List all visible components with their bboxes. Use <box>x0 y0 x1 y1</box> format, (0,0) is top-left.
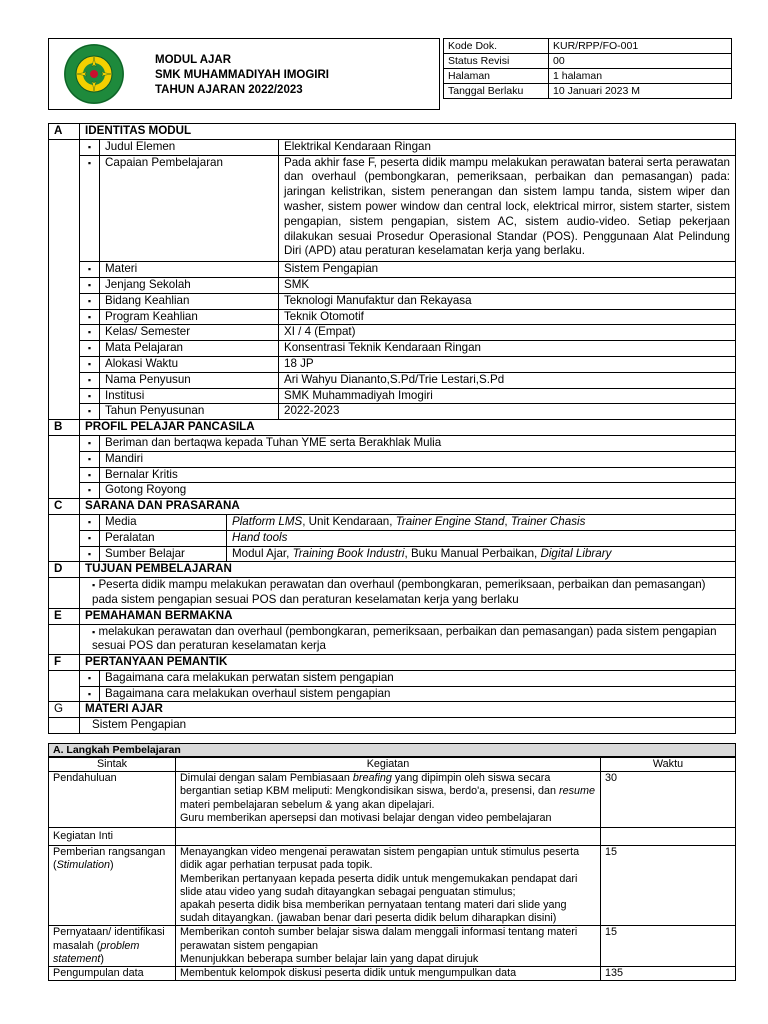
identity-row <box>49 372 736 388</box>
table-row <box>49 967 736 981</box>
document-info-table <box>443 38 732 99</box>
table-row <box>49 772 736 828</box>
section-title: SARANA DAN PRASARANA <box>80 499 736 515</box>
learning-steps-table <box>48 757 736 981</box>
section-spacer <box>49 670 80 702</box>
step-sintak: Pemberian rangsangan (Stimulation) <box>49 846 176 926</box>
section-spacer <box>49 624 80 655</box>
identity-label: Kelas/ Semester <box>100 325 279 341</box>
bullet-icon: ▪ <box>80 514 100 530</box>
identity-row <box>49 325 736 341</box>
identity-label: Tahun Penyusunan <box>100 404 279 420</box>
section-letter: D <box>49 562 80 578</box>
bullet-icon: ▪ <box>80 404 100 420</box>
doc-info-label: Halaman <box>444 69 549 84</box>
section-title: PERTANYAAN PEMANTIK <box>80 655 736 671</box>
step-waktu: 135 <box>601 967 736 981</box>
section-title: MATERI AJAR <box>80 702 736 718</box>
identity-value: XI / 4 (Empat) <box>279 325 736 341</box>
list-item <box>49 483 736 499</box>
bullet-icon: ▪ <box>80 262 100 278</box>
identity-row <box>49 309 736 325</box>
section-letter: C <box>49 499 80 515</box>
step-sintak: Pernyataan/ identifikasi masalah (problem statement) <box>49 926 176 967</box>
profile-item: Mandiri <box>100 451 736 467</box>
step-sintak: Kegiatan Inti <box>49 828 176 846</box>
section-letter: B <box>49 420 80 436</box>
learning-material: Sistem Pengapian <box>80 718 736 734</box>
facility-row <box>49 530 736 546</box>
section-spacer <box>49 139 80 419</box>
identity-value: Sistem Pengapian <box>279 262 736 278</box>
identity-label: Mata Pelajaran <box>100 341 279 357</box>
doc-info-value: 10 Januari 2023 M <box>549 84 732 99</box>
section-letter: G <box>49 702 80 718</box>
bullet-icon: ▪ <box>80 670 100 686</box>
identity-value: Pada akhir fase F, peserta didik mampu melakukan perawatan baterai serta perawatan dan overhaul (pembongkaran, pemeriksaan, perbaikan dan pemasangan) pada: jaringan kelistrikan, sistem penerangan dan sistem lampu tanda, sistem wiper dan washer, sistem power window dan central lock, elektrical mirror, sistem starter, sistem pengapian, sistem pengapian, sistem AC, sistem audio-video. Setiap pekerjaan dilakukan sesuai Prosedur Operasional Standar (POS). Penggunaan Alat Pelindung Diri (APD) atau peraturan keselamatan kerja yang berlaku. <box>279 155 736 262</box>
module-table <box>48 123 736 734</box>
profile-item: Gotong Royong <box>100 483 736 499</box>
meaningful-understanding: ▪ melakukan perawatan dan overhaul (pembongkaran, pemeriksaan, perbaikan dan pemasangan) pada sistem pengapian sesuai POS dan peraturan keselamatan kerja <box>80 624 736 655</box>
identity-label: Alokasi Waktu <box>100 356 279 372</box>
section-c-header <box>49 499 736 515</box>
section-e-header <box>49 608 736 624</box>
facility-label: Media <box>100 514 227 530</box>
table-row <box>49 846 736 926</box>
facility-value: Modul Ajar, Training Book Industri, Buku Manual Perbaikan, Digital Library <box>227 546 736 562</box>
step-waktu <box>601 828 736 846</box>
bullet-icon: ▪ <box>80 435 100 451</box>
identity-value: Teknologi Manufaktur dan Rekayasa <box>279 293 736 309</box>
bullet-icon: ▪ <box>80 356 100 372</box>
bullet-icon: ▪ <box>80 686 100 702</box>
list-item <box>49 451 736 467</box>
facility-row <box>49 546 736 562</box>
identity-label: Capaian Pembelajaran <box>100 155 279 262</box>
identity-label: Materi <box>100 262 279 278</box>
doc-info-label: Tanggal Berlaku <box>444 84 549 99</box>
table-row <box>49 828 736 846</box>
identity-row <box>49 341 736 357</box>
list-item <box>49 578 736 609</box>
section-a-header <box>49 124 736 140</box>
bullet-icon: ▪ <box>80 277 100 293</box>
step-waktu: 15 <box>601 926 736 967</box>
facility-label: Sumber Belajar <box>100 546 227 562</box>
facility-label: Peralatan <box>100 530 227 546</box>
identity-row <box>49 155 736 262</box>
col-header-kegiatan: Kegiatan <box>176 758 601 772</box>
identity-row <box>49 404 736 420</box>
header-title-box <box>48 38 440 110</box>
bullet-icon: ▪ <box>92 626 96 637</box>
facility-row <box>49 514 736 530</box>
step-kegiatan: Membentuk kelompok diskusi peserta didik untuk mengumpulkan data <box>176 967 601 981</box>
bullet-icon: ▪ <box>80 467 100 483</box>
list-item <box>49 670 736 686</box>
identity-row <box>49 277 736 293</box>
doc-info-label: Status Revisi <box>444 54 549 69</box>
identity-value: Elektrikal Kendaraan Ringan <box>279 139 736 155</box>
col-header-waktu: Waktu <box>601 758 736 772</box>
profile-item: Bernalar Kritis <box>100 467 736 483</box>
doc-info-label: Kode Dok. <box>444 39 549 54</box>
identity-row <box>49 262 736 278</box>
section-letter: E <box>49 608 80 624</box>
identity-value: SMK <box>279 277 736 293</box>
bullet-icon: ▪ <box>80 341 100 357</box>
doc-info-row <box>444 84 732 99</box>
identity-label: Bidang Keahlian <box>100 293 279 309</box>
doc-info-value: 1 halaman <box>549 69 732 84</box>
bullet-icon: ▪ <box>80 155 100 262</box>
list-item <box>49 467 736 483</box>
section-spacer <box>49 578 80 609</box>
identity-label: Judul Elemen <box>100 139 279 155</box>
academic-year: TAHUN AJARAN 2022/2023 <box>155 84 303 96</box>
identity-value: Konsentrasi Teknik Kendaraan Ringan <box>279 341 736 357</box>
step-sintak: Pendahuluan <box>49 772 176 828</box>
section-letter: F <box>49 655 80 671</box>
section-spacer <box>49 514 80 561</box>
step-waktu: 15 <box>601 846 736 926</box>
doc-info-row <box>444 54 732 69</box>
step-kegiatan: Memberikan contoh sumber belajar siswa dalam menggali informasi tentang materi perawatan sistem pengapian Menunjukkan beberapa sumber belajar lain yang dapat dirujuk <box>176 926 601 967</box>
bullet-icon: ▪ <box>80 309 100 325</box>
school-logo-icon <box>63 43 125 105</box>
school-name: SMK MUHAMMADIYAH IMOGIRI <box>155 69 329 81</box>
identity-row <box>49 356 736 372</box>
list-item <box>49 718 736 734</box>
identity-row <box>49 388 736 404</box>
section-f-header <box>49 655 736 671</box>
doc-info-row <box>444 69 732 84</box>
identity-label: Nama Penyusun <box>100 372 279 388</box>
facility-value: Platform LMS, Unit Kendaraan, Trainer Engine Stand, Trainer Chasis <box>227 514 736 530</box>
profile-item: Beriman dan bertaqwa kepada Tuhan YME serta Berakhlak Mulia <box>100 435 736 451</box>
section-spacer <box>49 718 80 734</box>
section-spacer <box>49 435 80 498</box>
identity-value: SMK Muhammadiyah Imogiri <box>279 388 736 404</box>
identity-label: Program Keahlian <box>100 309 279 325</box>
trigger-question: Bagaimana cara melakukan perwatan sistem pengapian <box>100 670 736 686</box>
section-letter: A <box>49 124 80 140</box>
identity-value: 2022-2023 <box>279 404 736 420</box>
section-g-header <box>49 702 736 718</box>
bullet-icon: ▪ <box>92 580 96 591</box>
bullet-icon: ▪ <box>80 530 100 546</box>
step-sintak: Pengumpulan data <box>49 967 176 981</box>
header-titles <box>155 53 329 98</box>
list-item <box>49 435 736 451</box>
step-kegiatan: Dimulai dengan salam Pembiasaan breafing yang dipimpin oleh siswa secara bergantian setiap KBM meliputi: Mengkondisikan siswa, berdo'a, presensi, dan resume materi pembelajaran sebelum & yang akan dipelajari. Guru memberikan apersepsi dan motivasi belajar dengan video pembelajaran <box>176 772 601 828</box>
table-row <box>49 926 736 967</box>
bullet-icon: ▪ <box>80 139 100 155</box>
facility-value: Hand tools <box>227 530 736 546</box>
doc-info-value: KUR/RPP/FO-001 <box>549 39 732 54</box>
bullet-icon: ▪ <box>80 293 100 309</box>
step-waktu: 30 <box>601 772 736 828</box>
learning-steps-title: A. Langkah Pembelajaran <box>48 743 736 757</box>
section-title: PROFIL PELAJAR PANCASILA <box>80 420 736 436</box>
section-d-header <box>49 562 736 578</box>
bullet-icon: ▪ <box>80 546 100 562</box>
list-item <box>49 686 736 702</box>
identity-value: Ari Wahyu Diananto,S.Pd/Trie Lestari,S.Pd <box>279 372 736 388</box>
steps-header-row <box>49 758 736 772</box>
doc-info-value: 00 <box>549 54 732 69</box>
section-title: PEMAHAMAN BERMAKNA <box>80 608 736 624</box>
identity-value: 18 JP <box>279 356 736 372</box>
section-title: TUJUAN PEMBELAJARAN <box>80 562 736 578</box>
bullet-icon: ▪ <box>80 388 100 404</box>
bullet-icon: ▪ <box>80 483 100 499</box>
doc-info-row <box>444 39 732 54</box>
identity-label: Institusi <box>100 388 279 404</box>
step-kegiatan <box>176 828 601 846</box>
bullet-icon: ▪ <box>80 372 100 388</box>
section-b-header <box>49 420 736 436</box>
identity-label: Jenjang Sekolah <box>100 277 279 293</box>
identity-row <box>49 293 736 309</box>
trigger-question: Bagaimana cara melakukan overhaul sistem pengapian <box>100 686 736 702</box>
identity-row <box>49 139 736 155</box>
module-title: MODUL AJAR <box>155 54 232 66</box>
bullet-icon: ▪ <box>80 325 100 341</box>
col-header-sintak: Sintak <box>49 758 176 772</box>
learning-objective: ▪ Peserta didik mampu melakukan perawatan dan overhaul (pembongkaran, pemeriksaan, perbaikan dan pemasangan) pada sistem pengapian sesuai POS dan peraturan keselamatan kerja yang berlaku <box>80 578 736 609</box>
step-kegiatan: Menayangkan video mengenai perawatan sistem pengapian untuk stimulus peserta didik agar perhatian terpusat pada topik. Memberikan pertanyaan kepada peserta didik untuk mengemukakan pendapat dari slide atau video yang sudah ditayangkan sebagai penguatan stimulus; apakah peserta didik bisa memberikan pernyataan tentang materi dari slide yang sudah ditayangkan. (jawaban benar dari peserta didik belum diharapkan disini) <box>176 846 601 926</box>
list-item <box>49 624 736 655</box>
bullet-icon: ▪ <box>80 451 100 467</box>
identity-value: Teknik Otomotif <box>279 309 736 325</box>
section-title: IDENTITAS MODUL <box>80 124 736 140</box>
